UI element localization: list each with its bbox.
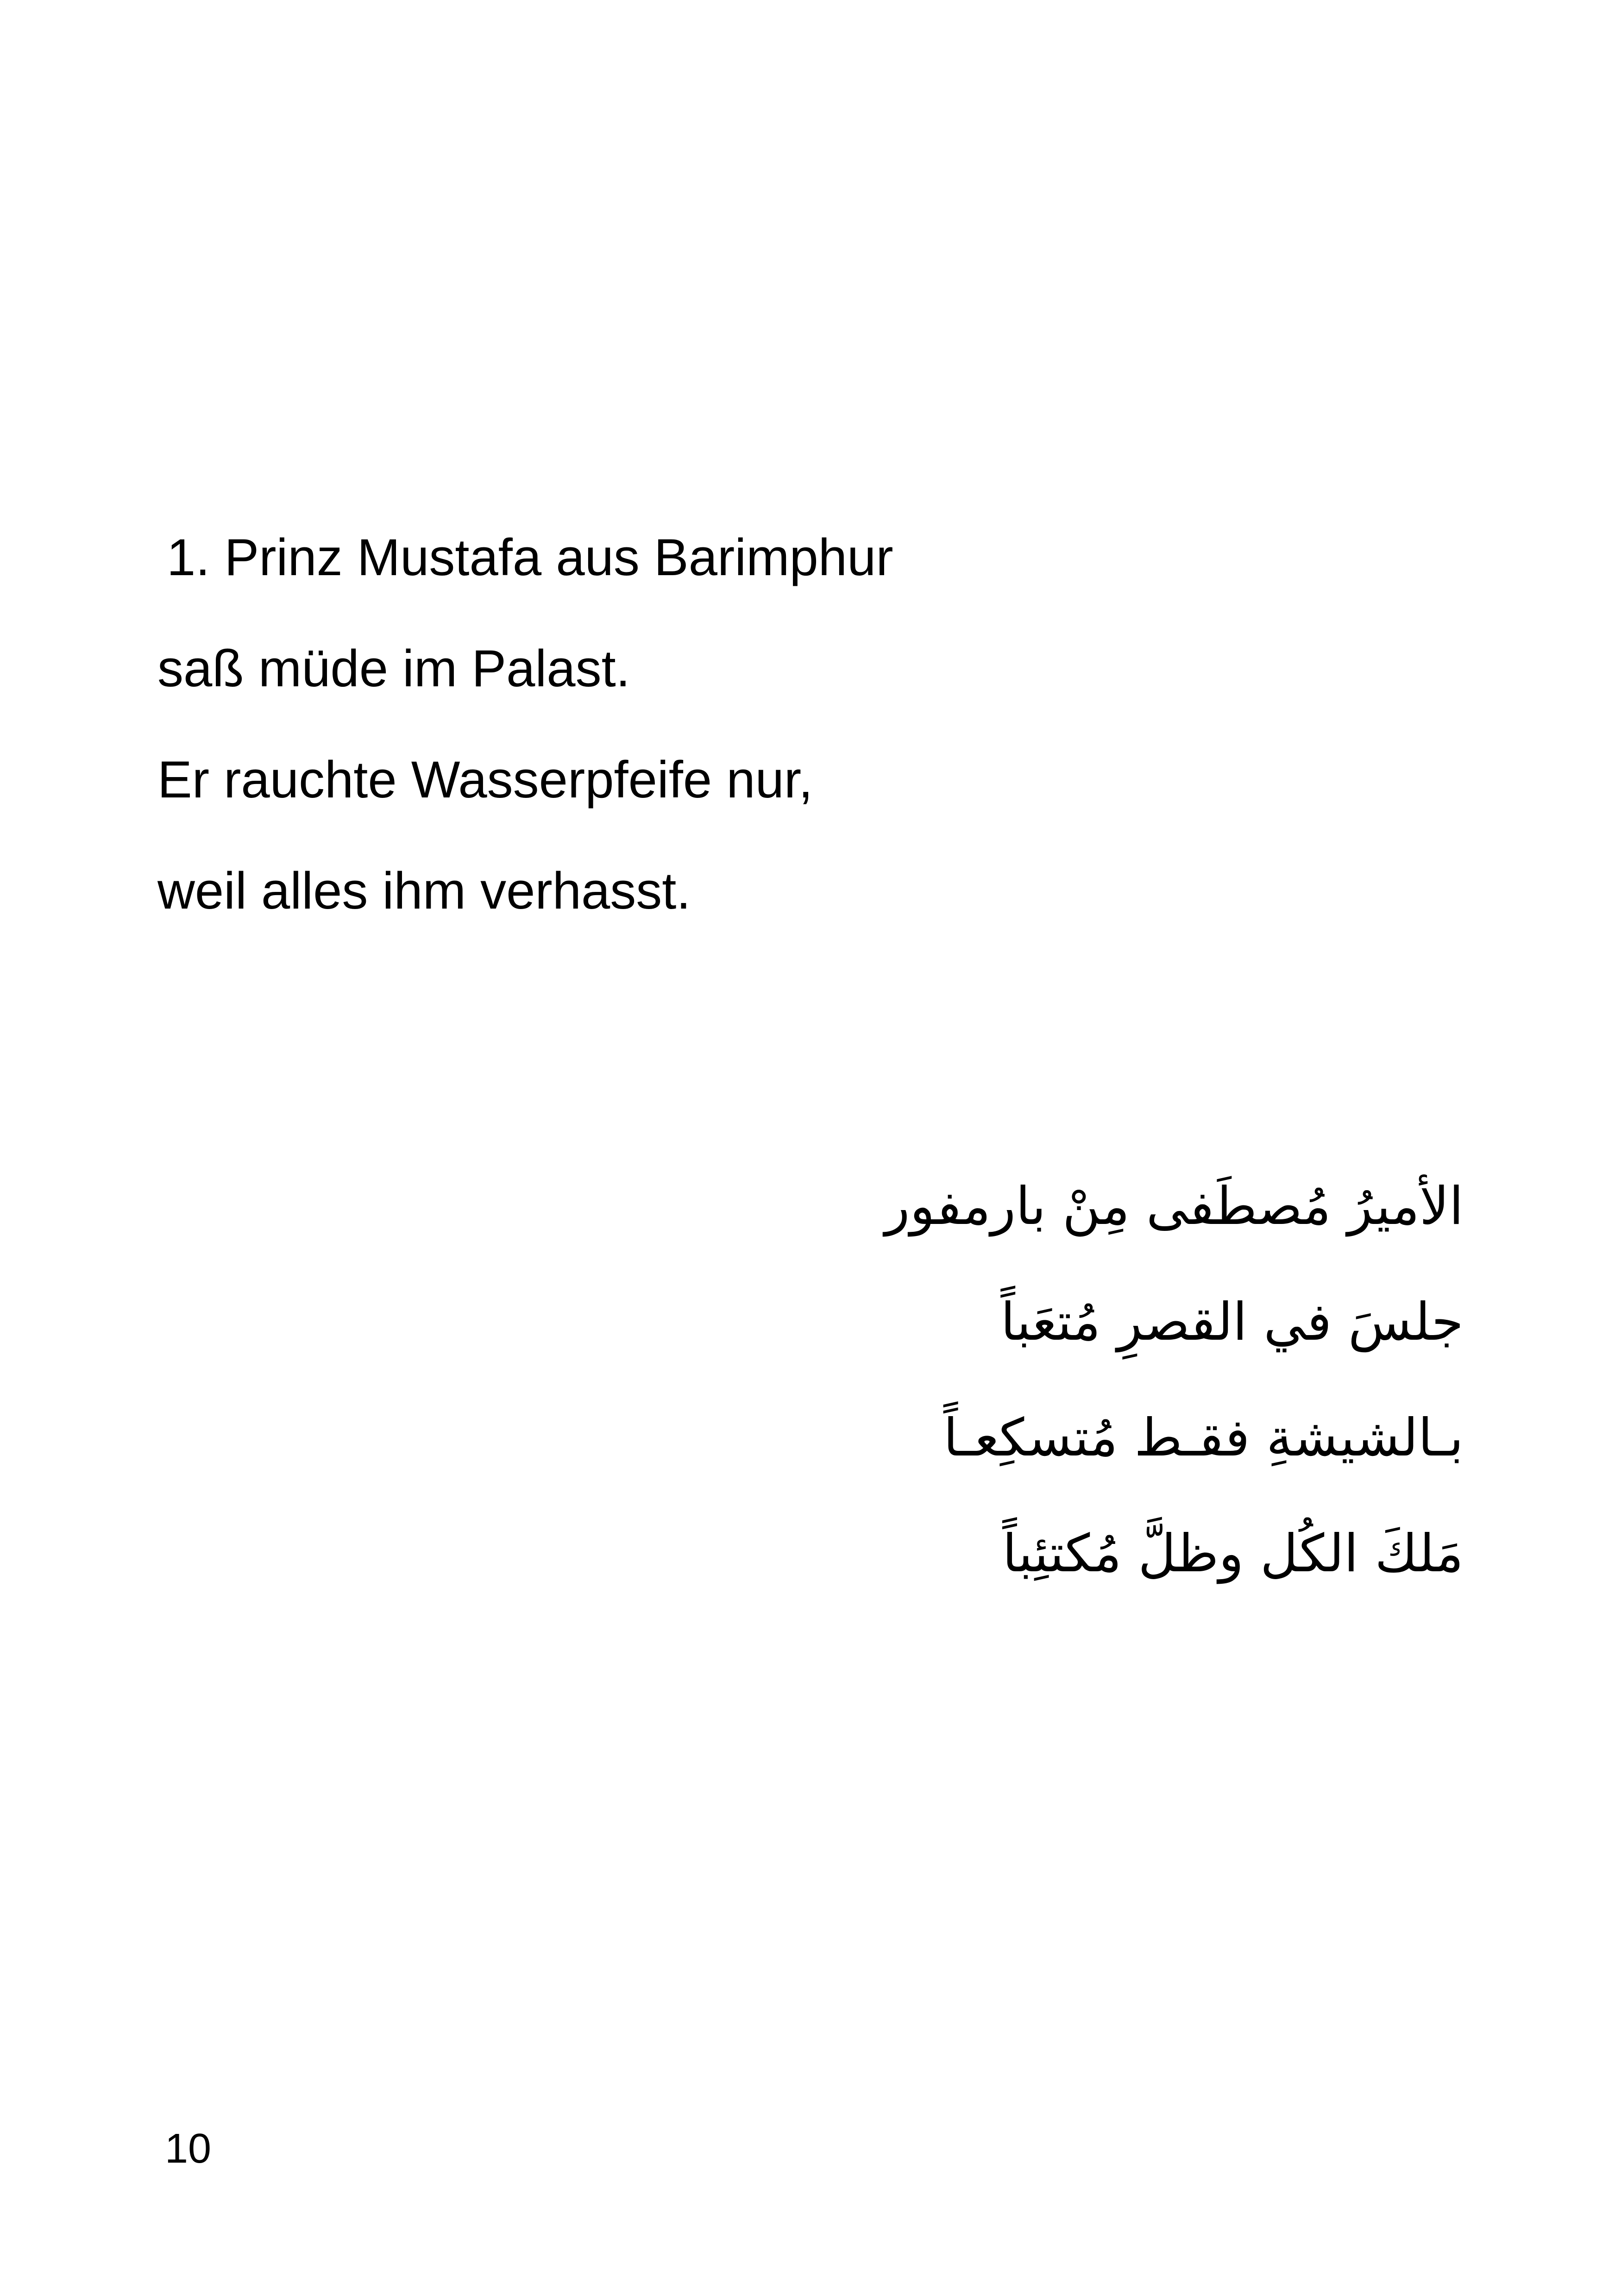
german-line-3: Er rauchte Wasserpfeife nur, [157,751,813,809]
german-line-2: saß müde im Palast. [157,640,630,697]
german-line-4: weil alles ihm verhasst. [157,862,691,920]
arabic-line-1: الأميرُ مُصطَفى مِنْ بارمفور [885,1176,1464,1236]
arabic-stanza [352,1172,1464,1635]
arabic-line-2: جلسَ في القصرِ مُتعَباً [1000,1292,1464,1352]
german-stanza [157,528,1362,972]
german-line-1: 1. Prinz Mustafa aus Barimphur [167,528,893,586]
arabic-line-3: بـالشيشةِ فقـط مُتسكِعـاً [943,1408,1464,1468]
arabic-line-4: مَلكَ الكُل وظلَّ مُكتئِباً [1002,1524,1464,1584]
page-number: 10 [165,2126,212,2172]
